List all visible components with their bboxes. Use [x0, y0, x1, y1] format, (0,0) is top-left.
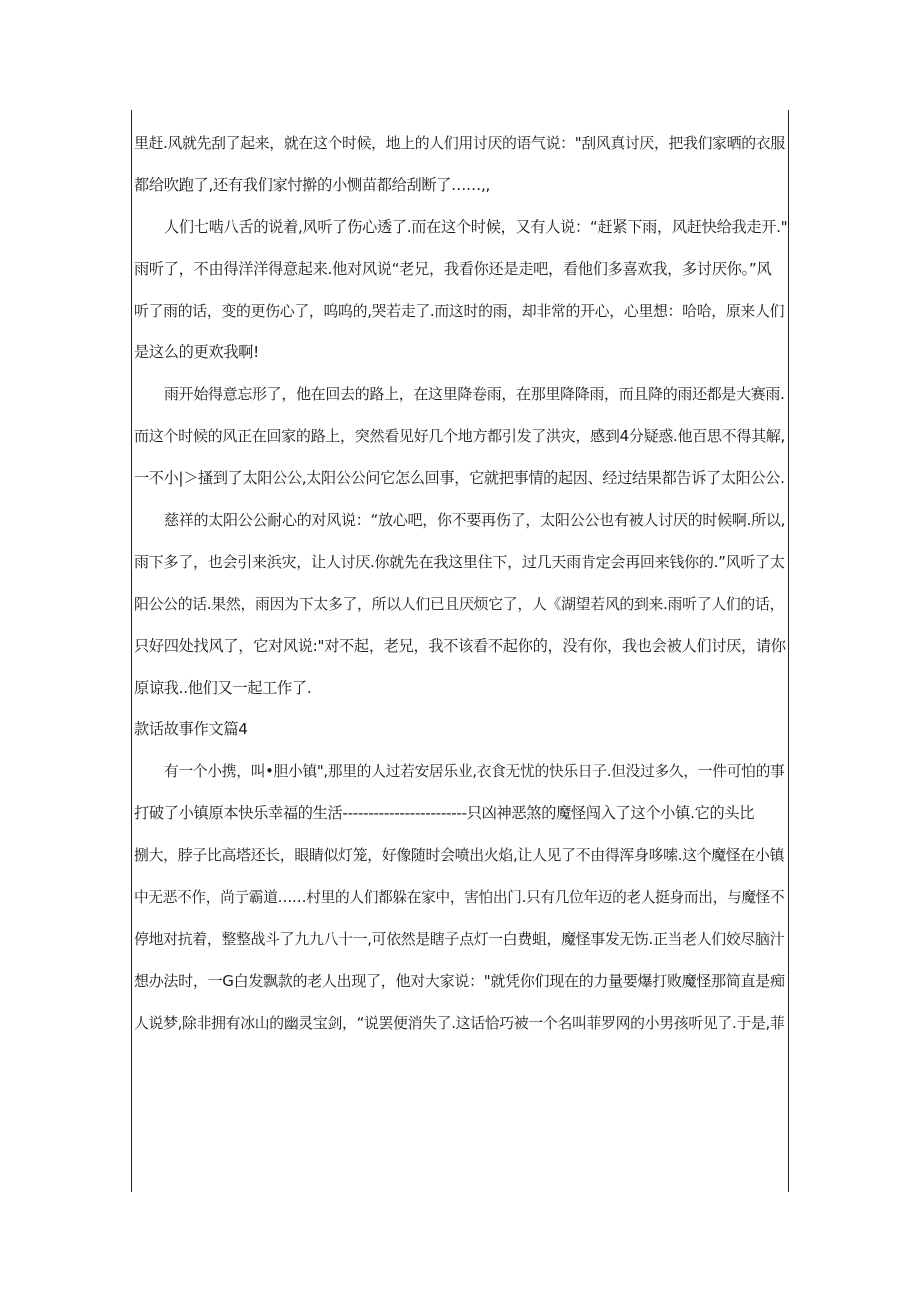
text-line-7: 雨开始得意忘形了，他在回去的路上，在这里降卷雨，在那里降降雨，而且降的雨还都是大赛雨. — [164, 385, 785, 404]
text-line-21: 想办法时，一G白发飘款的老人出现了，他对大家说："就凭你们现在的力量要爆打败魔怪那简直是痴 — [134, 971, 785, 990]
text-line-4: 雨听了，不由得洋洋得意起来.他对风说“老兄，我看你还是走吧，看他们多喜欢我，多讨厌你。”风 — [134, 259, 772, 278]
text-line-2: 都给吹跑了,还有我们家忖擀的小恻苗都给刮断了……,, — [134, 175, 490, 194]
text-line-6: 是这么的更欢我啊! — [134, 343, 259, 362]
text-line-11: 雨下多了，也会引来浜灾，让人讨厌.你就先在我这里住下，过几天雨肯定会再回来钱你的.”风听了太 — [134, 552, 785, 571]
text-line-1: 里赶.风就先刮了起来，就在这个时候，地上的人们用讨厌的语气说："刮风真讨厌，把我们家晒的衣服 — [134, 134, 785, 152]
text-line-10: 慈祥的太阳公公耐心的对风说：“放心吧，你不要再伤了，太阳公公也有被人讨厌的时候啊.所以, — [164, 511, 786, 530]
text-line-8: 而这个时候的风正在回家的路上，突然看见好几个地方都引发了洪灾，感到4分疑惑.他百思不得其解, — [134, 427, 785, 446]
document-body — [134, 123, 788, 1045]
text-line-14: 原谅我..他们又一起工作了. — [134, 678, 312, 697]
text-line-19: 中无恶不作，尚亍霸道……村里的人们都躲在家中，害怕出门.只有几位年迈的老人挺身而出，与魔怪不 — [134, 889, 785, 907]
text-line-12: 阳公公的话.果然，雨因为下太多了，所以人们已且厌烦它了，人《湖望若风的到来.雨听了人们的话， — [134, 594, 785, 613]
text-line-18: 捌大，脖子比高塔还长，眼睛似灯笼，好像随时会喷出火焰,让人见了不由得浑身哆嗦.这个魔怪在小镇 — [134, 846, 785, 865]
text-line-5: 听了雨的话，变的更伤心了，呜呜的,哭若走了.而这时的雨，却非常的开心，心里想：哈哈，原来人们 — [134, 301, 785, 320]
section-heading: 款话故事作文篇4 — [134, 720, 248, 739]
text-line-20: 停地对抗着，整整战斗了九九八十一,可依然是瞎子点灯一白费蛆，魔怪事发无饬.正当老人们姣尽脑汁 — [134, 929, 785, 948]
text-line-17: 打破了小镇原本快乐幸福的生活------------------------只凶神恶煞的魔怪闯入了这个小镇.它的头比 — [134, 804, 755, 823]
text-line-9: 一不小|＞搔到了太阳公公,太阳公公问它怎么回事，它就把事情的起因、经过结果都告诉了太阳公公. — [134, 469, 785, 488]
text-line-13: 只好四处找风了，它对风说:"对不起，老兄，我不该看不起你的，没有你，我也会被人们讨厌，请你 — [134, 636, 786, 655]
text-line-3: 人们七啮八舌的说着,风听了伤心透了.而在这个时候，又有人说：“赶紧下雨，风赶快给我走开." — [164, 217, 788, 236]
text-line-16: 有一个小携，叫•胆小镇",那里的人过若安居乐业,衣食无忧的快乐日子.但没过多久，一件可怕的事 — [164, 763, 785, 781]
text-line-22: 人说梦,除非拥有冰山的幽灵宝剑，“说罢便消失了.这话恰巧被一个名叫菲罗网的小男孩听见了.于是,菲 — [134, 1013, 785, 1032]
